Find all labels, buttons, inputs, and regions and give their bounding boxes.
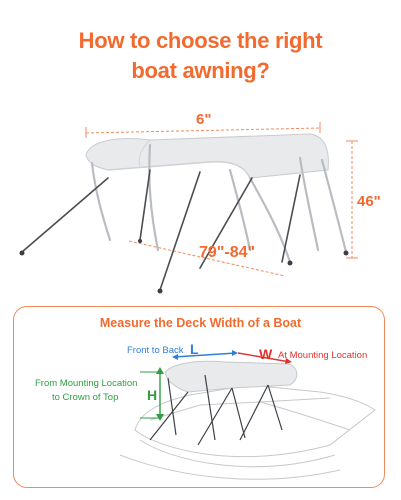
from-mounting-label-line-1: From Mounting Location: [35, 378, 138, 389]
from-mounting-label-line-2: to Crown of Top: [52, 392, 119, 403]
height-arrow-head-top: [156, 367, 164, 374]
boat-hull: [120, 385, 375, 479]
panel-title: Measure the Deck Width of a Boat: [99, 316, 302, 330]
length-letter: L: [190, 341, 199, 357]
heading-line-2: boat awning?: [131, 58, 270, 83]
at-mounting-location-label: At Mounting Location: [278, 350, 368, 361]
height-dimension-label: 46": [357, 193, 381, 210]
width-dimension-label: 6": [196, 111, 212, 128]
heading-line-1: How to choose the right: [78, 28, 323, 53]
width-letter: W: [259, 346, 273, 362]
height-letter: H: [147, 387, 158, 403]
front-to-back-label: Front to Back: [127, 345, 184, 356]
length-arrow-head-right: [232, 350, 238, 356]
depth-dimension-label: 79"-84": [199, 244, 256, 261]
